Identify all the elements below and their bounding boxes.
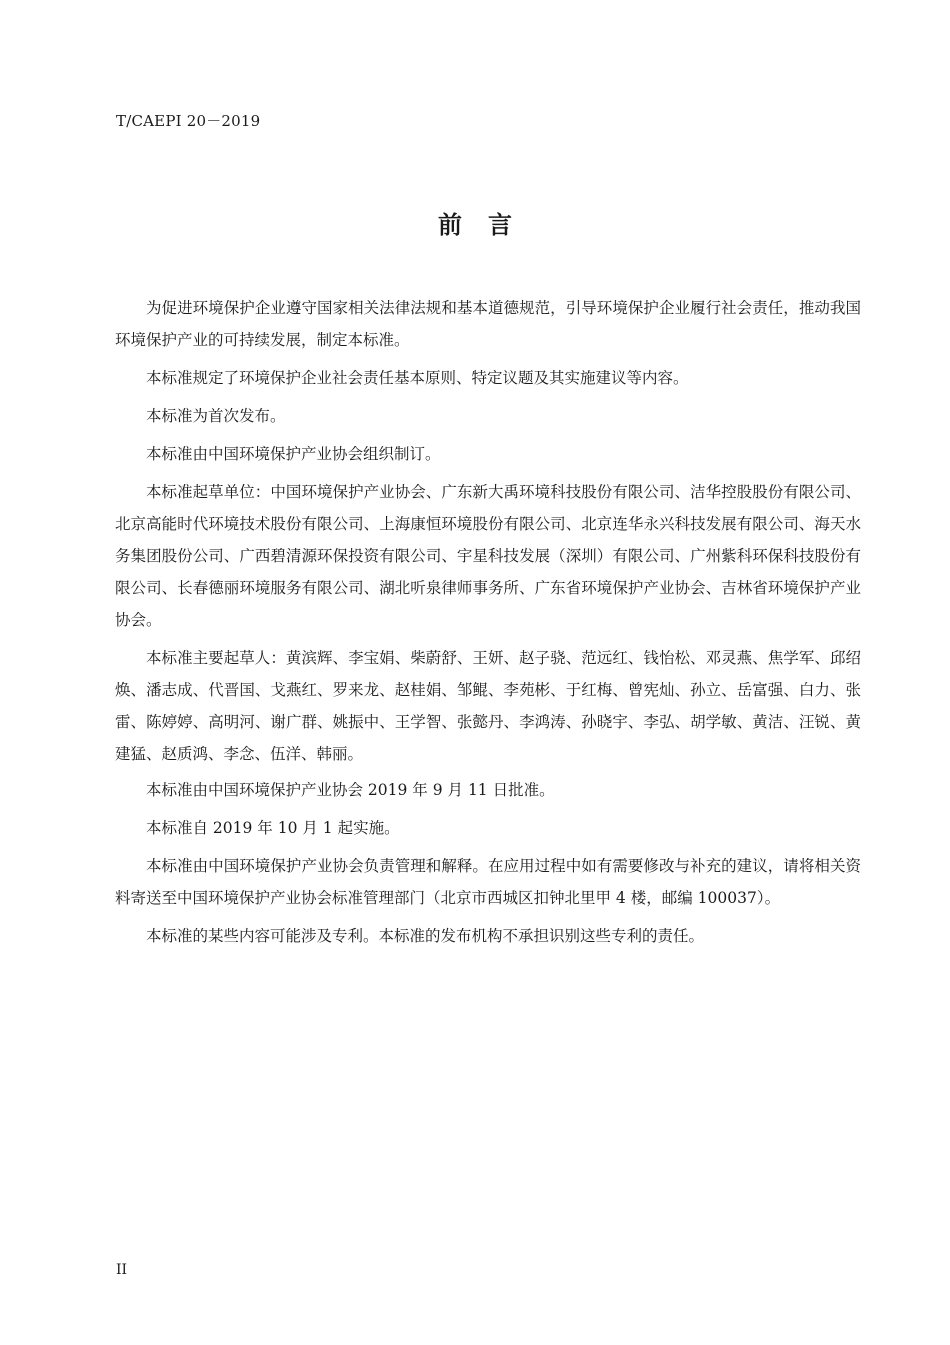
paragraph-first-release: 本标准为首次发布。 bbox=[146, 407, 286, 425]
paragraph-drafters: 本标准主要起草人：黄滨辉、李宝娟、柴蔚舒、王妍、赵子骁、范远红、钱怡松、邓灵燕、焦学军、邱绍焕、潘志成、代晋国、戈燕红、罗来龙、赵桂娟、邹鲲、李苑彬、于红梅、曾宪灿、孙立、岳富强、白力、张雷、陈婷婷、高明河、谢广群、姚振中、王学智、张懿丹、李鸿涛、孙晓宇、李弘、胡学敏、黄洁、汪锐、黄建猛、赵质鸿、李念、伍洋、韩丽。 bbox=[115, 649, 861, 763]
paragraph-organizer: 本标准由中国环境保护产业协会组织制订。 bbox=[146, 445, 441, 463]
page-title: 前言 bbox=[438, 210, 538, 239]
paragraph-scope: 本标准规定了环境保护企业社会责任基本原则、特定议题及其实施建议等内容。 bbox=[146, 369, 689, 387]
paragraph-patents: 本标准的某些内容可能涉及专利。本标准的发布机构不承担识别这些专利的责任。 bbox=[146, 927, 705, 945]
foreword-body bbox=[115, 292, 861, 958]
paragraph-purpose: 为促进环境保护企业遵守国家相关法律法规和基本道德规范，引导环境保护企业履行社会责任，推动我国环境保护产业的可持续发展，制定本标准。 bbox=[115, 299, 861, 349]
paragraph-effective-date: 本标准自 2019 年 10 月 1 起实施。 bbox=[146, 819, 400, 837]
paragraph-management: 本标准由中国环境保护产业协会负责管理和解释。在应用过程中如有需要修改与补充的建议，请将相关资料寄送至中国环境保护产业协会标准管理部门（北京市西城区扣钟北里甲 4 楼，邮编 100037）。 bbox=[115, 857, 861, 907]
page-number: II bbox=[116, 1262, 128, 1278]
document-number: T/CAEPI 20－2019 bbox=[116, 112, 261, 130]
paragraph-drafting-units: 本标准起草单位：中国环境保护产业协会、广东新大禹环境科技股份有限公司、洁华控股股份有限公司、北京高能时代环境技术股份有限公司、上海康恒环境股份有限公司、北京连华永兴科技发展有限公司、海天水务集团股份公司、广西碧清源环保投资有限公司、宇星科技发展（深圳）有限公司、广州紫科环保科技股份有限公司、长春德丽环境服务有限公司、湖北听泉律师事务所、广东省环境保护产业协会、吉林省环境保护产业协会。 bbox=[115, 483, 861, 629]
paragraph-approval: 本标准由中国环境保护产业协会 2019 年 9 月 11 日批准。 bbox=[146, 781, 555, 799]
